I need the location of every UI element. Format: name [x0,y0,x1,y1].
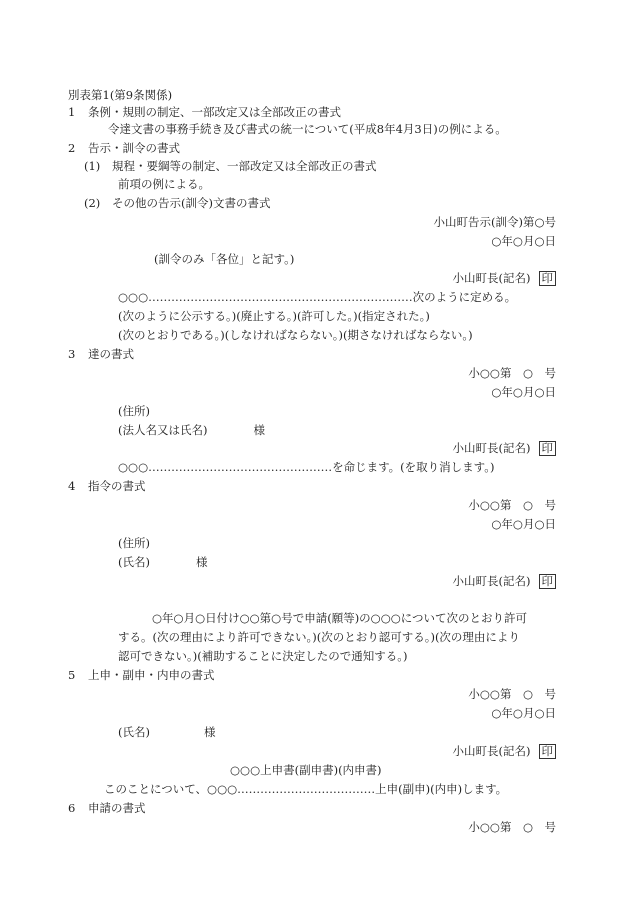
recipient-name: (法人名又は氏名) [118,423,208,437]
appendix-heading: 別表第1(第9条関係) [68,88,173,102]
section-number: 4 [68,479,76,493]
section-1-body: 令達文書の事務手続き及び書式の統一について(平成8年4月3日)の例による。 [108,122,507,136]
recipient-name: (氏名) [118,555,150,569]
seal-mark: 印 [539,441,557,456]
directive-body: ○○○…………………………………………を命じます。(を取り消します。) [118,460,495,474]
report-doc-number: 小○○第 ○ 号 [468,687,556,701]
report-subject: ○○○上申書(副申書)(内申書) [230,763,382,777]
section-title: 上申・副申・内申の書式 [88,668,215,682]
subsection-2-1-title [84,159,377,174]
section-title: 条例・規則の制定、一部改定又は全部改正の書式 [88,105,341,119]
seal-mark: 印 [539,574,557,589]
directive-doc-number: 小○○第 ○ 号 [468,366,556,380]
order-address: (住所) [118,536,150,550]
seal-mark: 印 [539,271,557,286]
notice-body-line-3: (次のとおりである。)(しなければならない。)(期さなければならない。) [118,328,473,342]
notice-doc-number: 小山町告示(訓令)第○号 [433,215,556,229]
order-body-line-1: ○年○月○日付け○○第○号で申請(願等)の○○○について次のとおり許可 [152,611,528,625]
notice-body-line-2: (次のように公示する。)(廃止する。)(許可した。)(指定された。) [118,309,430,323]
honorific: 様 [195,555,208,569]
section-4-title [68,479,146,494]
subsection-number: (1) [84,159,101,173]
section-number: 6 [68,801,76,815]
seal-mark: 印 [539,744,557,759]
application-doc-number: 小○○第 ○ 号 [468,820,556,834]
order-recipient [118,555,207,570]
section-3-title [68,347,134,362]
notice-body-line-1: ○○○……………………………………………………………次のように定める。 [118,290,517,304]
directive-date: ○年○月○日 [491,385,556,399]
directive-recipient [118,423,265,438]
section-6-title [68,801,146,816]
order-date: ○年○月○日 [491,517,556,531]
section-number: 2 [68,141,76,155]
sender-name: 小山町長(記名) [452,441,531,455]
report-recipient [118,725,215,740]
report-sender [453,744,556,759]
section-title: 申請の書式 [88,801,146,815]
section-number: 1 [68,105,76,119]
order-doc-number: 小○○第 ○ 号 [468,498,556,512]
order-sender [453,574,556,589]
directive-sender [453,441,556,456]
notice-note: (訓令のみ「各位」と記す。) [154,252,295,266]
directive-address: (住所) [118,404,150,418]
sender-name: 小山町長(記名) [452,271,531,285]
section-1-title [68,105,341,120]
sender-name: 小山町長(記名) [452,744,531,758]
sender-name: 小山町長(記名) [452,574,531,588]
section-title: 告示・訓令の書式 [88,141,180,155]
subsection-2-1-body: 前項の例による。 [118,177,210,191]
section-2-title [68,141,180,156]
recipient-name: (氏名) [118,725,150,739]
order-body-line-3: 認可できない。)(補助することに決定したので通知する。) [118,649,408,663]
section-title: 指令の書式 [88,479,146,493]
section-number: 5 [68,668,76,682]
honorific: 様 [203,725,216,739]
subsection-2-2-title [84,196,270,211]
section-number: 3 [68,347,76,361]
section-title: 達の書式 [88,347,134,361]
section-5-title [68,668,215,683]
order-body-line-2: する。(次の理由により許可できない。)(次のとおり認可する。)(次の理由により [118,630,520,644]
honorific: 様 [253,423,265,437]
subsection-title: その他の告示(訓令)文書の書式 [112,196,271,210]
notice-sender [453,271,556,286]
report-date: ○年○月○日 [491,706,556,720]
report-body: このことについて、○○○………………………………上申(副申)(内申)します。 [104,782,508,796]
notice-date: ○年○月○日 [491,234,556,248]
subsection-title: 規程・要綱等の制定、一部改定又は全部改正の書式 [112,159,377,173]
subsection-number: (2) [84,196,101,210]
